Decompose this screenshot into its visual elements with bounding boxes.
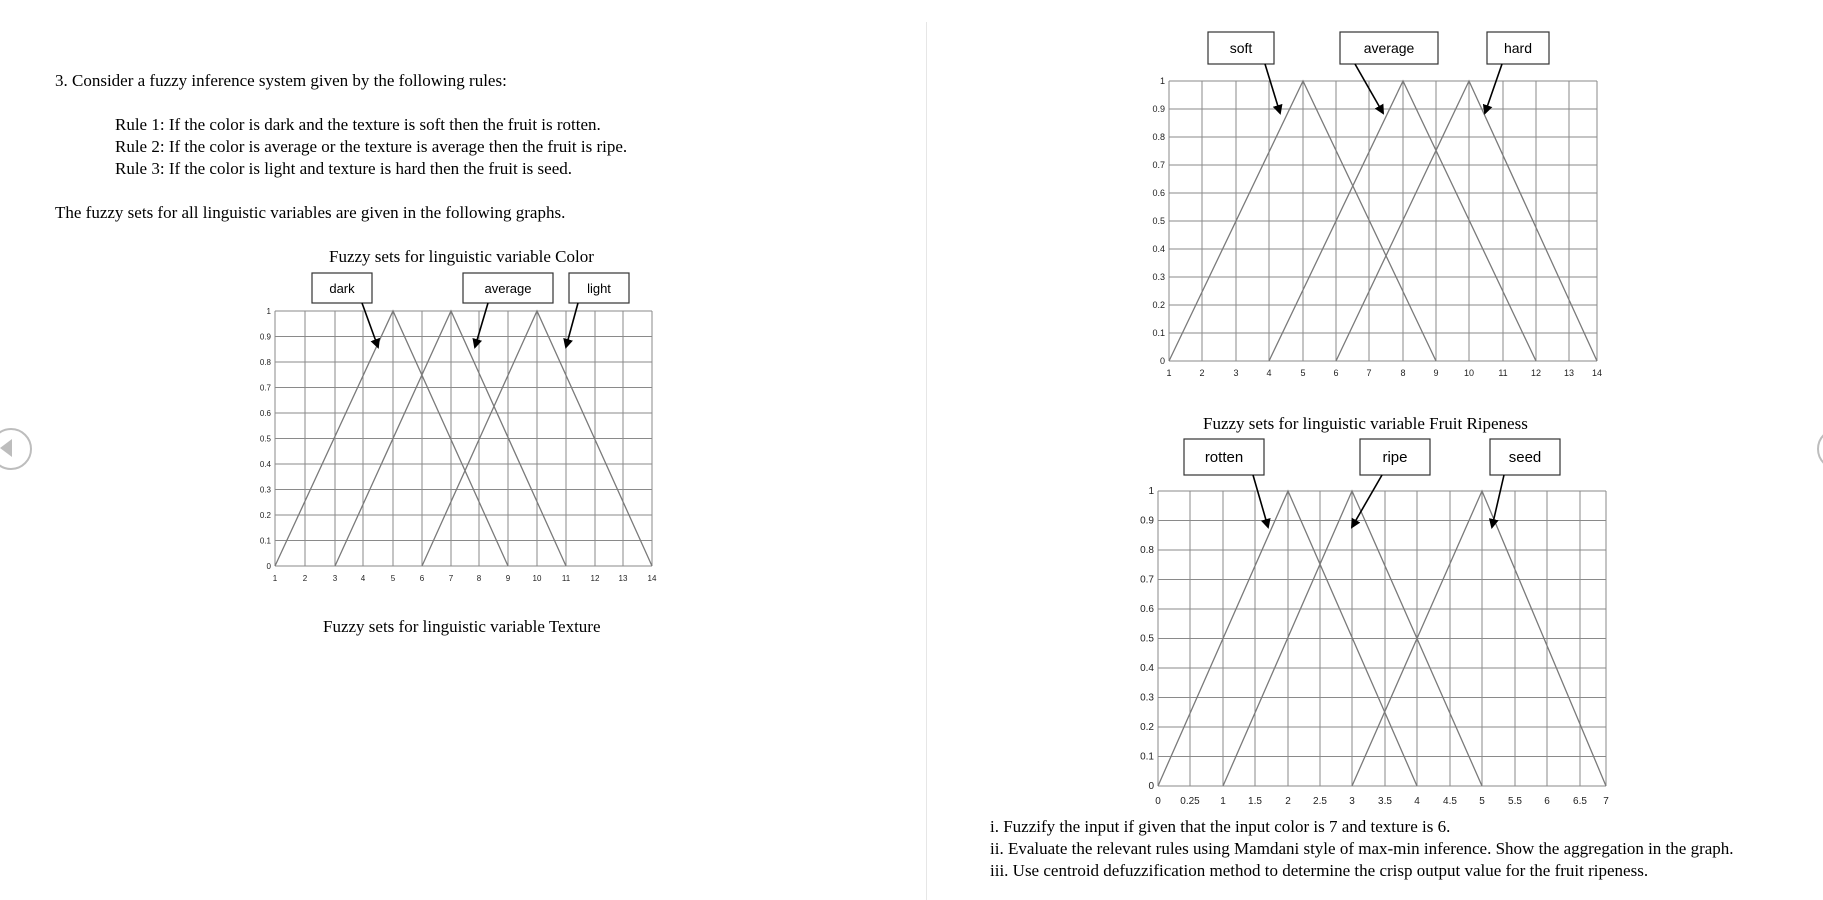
y-tick-label: 0.2: [1152, 300, 1165, 310]
legend-arrow: [1485, 64, 1502, 113]
x-tick-label: 5: [1479, 796, 1485, 807]
ripeness-chart-title: Fuzzy sets for linguistic variable Fruit Ripeness: [1203, 414, 1528, 433]
x-tick-label: 9: [505, 574, 511, 583]
x-tick-label: 5: [1300, 368, 1306, 378]
x-tick-label: 14: [1591, 368, 1603, 378]
y-tick-label: 0.4: [259, 460, 271, 469]
ripeness-chart: [1120, 432, 1620, 812]
legend-label: soft: [1229, 40, 1253, 56]
previous-page-button[interactable]: [0, 428, 32, 470]
y-tick-label: 0.3: [1152, 272, 1165, 282]
x-tick-label: 9: [1433, 368, 1439, 378]
x-tick-label: 14: [647, 574, 657, 583]
x-tick-label: 4: [1414, 796, 1420, 807]
color-chart-title: Fuzzy sets for linguistic variable Color: [329, 247, 594, 266]
x-tick-label: 13: [1563, 368, 1575, 378]
legend-label: average: [484, 281, 532, 296]
y-tick-label: 1: [1148, 486, 1154, 497]
x-tick-label: 8: [1400, 368, 1406, 378]
y-tick-label: 1: [266, 307, 271, 316]
x-tick-label: 12: [1530, 368, 1542, 378]
x-tick-label: 3: [1349, 796, 1355, 807]
x-tick-label: 2.5: [1313, 796, 1327, 807]
x-tick-label: 4: [1266, 368, 1272, 378]
legend-arrow: [1492, 475, 1504, 527]
y-tick-label: 0.5: [1140, 633, 1154, 645]
sets-intro: The fuzzy sets for all linguistic variables are given in the following graphs.: [55, 203, 566, 222]
x-tick-label: 1: [272, 574, 278, 583]
y-tick-label: 1: [1159, 76, 1165, 86]
x-tick-label: 10: [1463, 368, 1475, 378]
legend-label: hard: [1503, 40, 1533, 56]
y-tick-label: 0.1: [1152, 328, 1165, 338]
y-tick-label: 0.7: [259, 383, 271, 393]
rule-3: Rule 3: If the color is light and texture is hard then the fruit is seed.: [115, 159, 572, 178]
page-divider: [926, 22, 927, 900]
x-tick-label: 3.5: [1378, 796, 1392, 807]
legend-label: rotten: [1204, 449, 1244, 466]
y-tick-label: 0.1: [1140, 751, 1154, 763]
legend-average: [1340, 32, 1438, 113]
x-tick-label: 1: [1220, 796, 1226, 807]
x-tick-label: 1.5: [1248, 796, 1262, 807]
x-tick-label: 11: [561, 574, 571, 583]
x-tick-label: 2: [1285, 796, 1291, 807]
y-tick-label: 0.3: [1140, 692, 1154, 704]
y-tick-label: 0.8: [1140, 545, 1154, 556]
y-tick-label: 0.8: [259, 358, 271, 367]
legend-arrow: [475, 303, 488, 347]
legend-label: average: [1363, 40, 1415, 56]
x-tick-label: 0.25: [1180, 796, 1200, 807]
x-tick-label: 1: [1166, 368, 1172, 378]
x-tick-label: 6: [1544, 796, 1550, 807]
x-tick-label: 3: [332, 574, 338, 583]
x-tick-label: 0: [1155, 796, 1161, 807]
legend-arrow: [1265, 64, 1280, 113]
y-tick-label: 0.2: [1140, 722, 1154, 733]
y-tick-label: 0.9: [259, 332, 271, 342]
x-tick-label: 7: [1603, 796, 1609, 807]
x-tick-label: 5.5: [1508, 796, 1522, 807]
legend-light: [566, 273, 629, 347]
task-1: i. Fuzzify the input if given that the input color is 7 and texture is 6.: [990, 817, 1451, 836]
y-tick-label: 0: [266, 562, 271, 571]
legend-label: ripe: [1382, 449, 1408, 466]
y-tick-label: 0.4: [1140, 663, 1154, 674]
task-2: ii. Evaluate the relevant rules using Mamdani style of max-min inference. Show the aggregation in the graph.: [990, 839, 1734, 858]
y-tick-label: 0.1: [259, 536, 271, 546]
color-chart: [250, 270, 690, 590]
y-tick-label: 0.8: [1152, 132, 1165, 142]
x-tick-label: 7: [448, 574, 454, 583]
x-tick-label: 4: [360, 574, 366, 583]
y-tick-label: 0.2: [259, 511, 271, 520]
legend-dark: [312, 273, 378, 347]
legend-label: dark: [329, 281, 355, 296]
y-tick-label: 0.5: [1152, 216, 1165, 226]
x-tick-label: 6.5: [1573, 796, 1587, 807]
y-tick-label: 0.6: [259, 409, 271, 418]
x-tick-label: 10: [532, 574, 542, 583]
x-tick-label: 11: [1498, 368, 1508, 378]
y-tick-label: 0.3: [259, 485, 271, 495]
y-tick-label: 0.9: [1140, 515, 1154, 527]
texture-chart: [1140, 25, 1620, 385]
y-tick-label: 0.6: [1152, 188, 1165, 198]
x-tick-label: 6: [419, 574, 425, 583]
rule-2: Rule 2: If the color is average or the texture is average then the fruit is ripe.: [115, 137, 628, 156]
legend-seed: [1490, 439, 1560, 527]
next-page-button[interactable]: [1817, 428, 1823, 470]
chevron-left-icon: [0, 439, 12, 457]
x-tick-label: 8: [476, 574, 482, 583]
legend-arrow: [362, 303, 378, 347]
x-tick-label: 6: [1333, 368, 1339, 378]
x-tick-label: 13: [618, 574, 628, 583]
y-tick-label: 0.9: [1152, 104, 1165, 114]
x-tick-label: 4.5: [1443, 796, 1457, 807]
x-tick-label: 2: [302, 574, 308, 583]
x-tick-label: 7: [1366, 368, 1372, 378]
y-tick-label: 0: [1159, 356, 1165, 366]
legend-hard: [1485, 32, 1549, 113]
question-intro: 3. Consider a fuzzy inference system given by the following rules:: [55, 71, 507, 90]
y-tick-label: 0.4: [1152, 244, 1165, 254]
legend-arrow: [566, 303, 578, 347]
legend-ripe: [1352, 439, 1430, 527]
y-tick-label: 0.7: [1140, 574, 1154, 586]
legend-label: light: [587, 281, 611, 296]
x-tick-label: 3: [1233, 368, 1239, 378]
legend-label: seed: [1508, 449, 1542, 466]
task-3: iii. Use centroid defuzzification method to determine the crisp output value for the fruit ripeness.: [990, 861, 1649, 880]
y-tick-label: 0.5: [259, 434, 271, 444]
x-tick-label: 12: [590, 574, 600, 583]
y-tick-label: 0: [1148, 781, 1154, 792]
texture-chart-title: Fuzzy sets for linguistic variable Texture: [323, 617, 601, 636]
x-tick-label: 2: [1199, 368, 1205, 378]
y-tick-label: 0.6: [1140, 604, 1154, 615]
x-tick-label: 5: [390, 574, 396, 583]
y-tick-label: 0.7: [1152, 160, 1165, 170]
rule-1: Rule 1: If the color is dark and the texture is soft then the fruit is rotten.: [115, 115, 601, 134]
